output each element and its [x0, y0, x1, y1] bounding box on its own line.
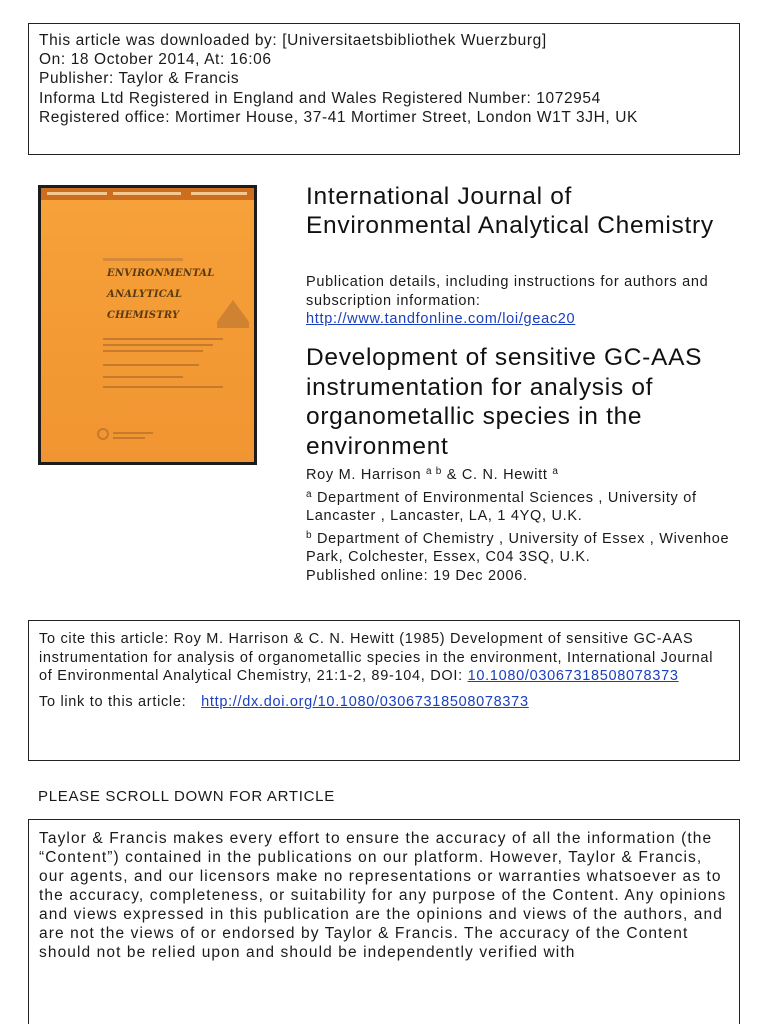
publisher-line: Publisher: Taylor & Francis [39, 70, 240, 88]
cover-title-line: ENVIRONMENTAL [107, 268, 215, 279]
affiliation-mark: b [306, 529, 313, 541]
cover-title-line: ANALYTICAL [107, 289, 183, 300]
article-doi-url-link[interactable]: http://dx.doi.org/10.1080/03067318508078373 [201, 693, 529, 710]
author-separator: & [446, 467, 458, 483]
scroll-notice: PLEASE SCROLL DOWN FOR ARTICLE [38, 788, 335, 805]
published-online: Published online: 19 Dec 2006. [306, 567, 528, 584]
author-name: C. N. Hewitt [461, 467, 548, 483]
author-affiliation-marks: a b [425, 466, 442, 477]
registration-line: Informa Ltd Registered in England and Wales Registered Number: 1072954 [39, 89, 601, 107]
download-notice-box [28, 23, 740, 155]
download-line: This article was downloaded by: [Universitaetsbibliothek Wuerzburg] [39, 32, 547, 49]
author-block [306, 466, 746, 585]
affiliation-text: Department of Environmental Sciences , University of Lancaster , Lancaster, LA, 1 4YQ, U.K. [306, 489, 697, 524]
doi-link[interactable]: 10.1080/03067318508078373 [467, 668, 679, 684]
publication-details [306, 273, 736, 329]
journal-cover-image [38, 185, 257, 465]
journal-title: International Journal of Environmental Analytical Chemistry [306, 183, 714, 239]
author-name: Roy M. Harrison [306, 467, 422, 483]
publisher-logo-icon [97, 428, 109, 440]
citation-box [28, 620, 740, 761]
citation-text-block [39, 630, 729, 686]
publication-details-text: Publication details, including instructions for authors and subscription information: [306, 274, 709, 309]
author-affiliation-marks: a [552, 466, 559, 477]
journal-url-link[interactable]: http://www.tandfonline.com/loi/geac20 [306, 311, 576, 327]
download-date-line: On: 18 October 2014, At: 16:06 [39, 51, 272, 69]
affiliation-a [306, 489, 746, 526]
article-title: Development of sensitive GC-AAS instrumentation for analysis of organometallic species in the environment [306, 344, 703, 460]
cover-title-line: CHEMISTRY [107, 310, 180, 321]
affiliation-b [306, 530, 746, 567]
disclaimer-box [28, 819, 740, 1024]
affiliation-text: Department of Chemistry , University of Essex , Wivenhoe Park, Colchester, Essex, C04 3SQ, U.K. [306, 530, 730, 565]
citation-text: To cite this article: Roy M. Harrison & C. N. Hewitt (1985) Development of sensitive GC-AAS instrumentation for analysis of organometallic species in the environment, International Journal of Environmental Analytical Chemistry, 21:1-2, 89-104, DOI: [39, 631, 714, 684]
disclaimer-text: Taylor & Francis makes every effort to ensure the accuracy of all the information (the “Content”) contained in the publications on our platform. However, Taylor & Francis, our agents, and our licensors make no representations or warranties whatsoever as to the accuracy, completeness, or suitability for any purpose of the Content. Any opinions and views expressed in this publication are the opinions and views of the authors, and are not the views of or endorsed by Taylor & Francis. The accuracy of the Content should not be relied upon and should be independently verified with [39, 830, 727, 961]
registered-office-line: Registered office: Mortimer House, 37-41 Mortimer Street, London W1T 3JH, UK [39, 108, 638, 126]
article-link-label: To link to this article: [39, 693, 187, 710]
affiliation-mark: a [306, 488, 313, 500]
author-line [306, 466, 746, 485]
article-link-line [39, 694, 729, 710]
